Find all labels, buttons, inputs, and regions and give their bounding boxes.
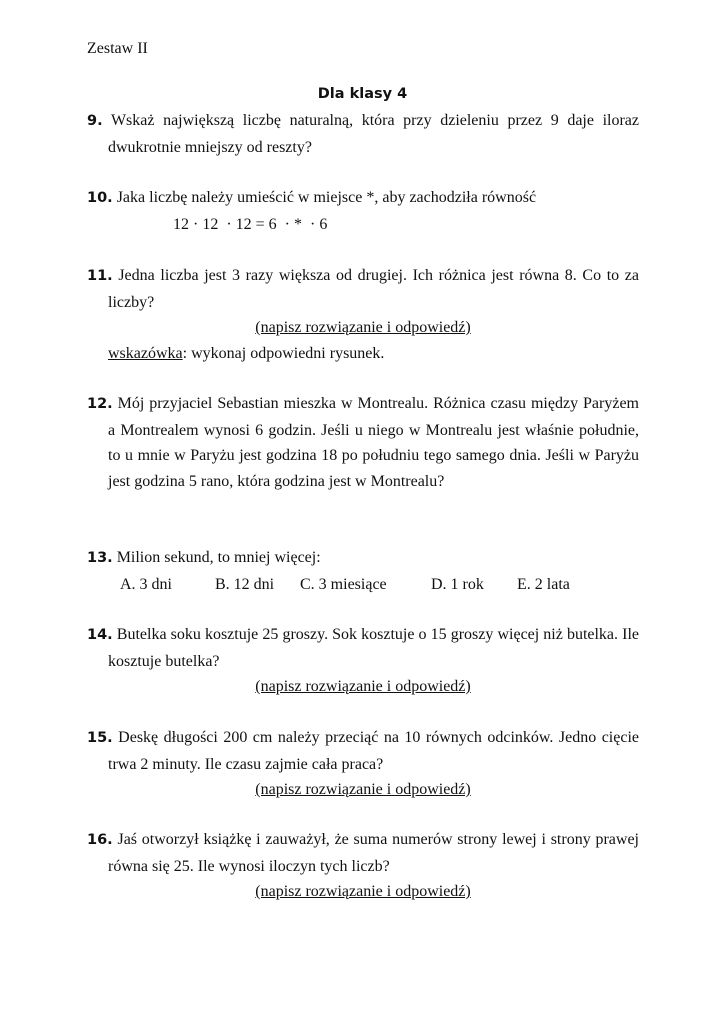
set-header: Zestaw II — [87, 40, 148, 57]
problem-text: Butelka soku kosztuje 25 groszy. Sok kosztuje o 15 groszy więcej niż butelka. Ile kosztuje butelka? — [108, 626, 639, 670]
page-title: Dla klasy 4 — [317, 86, 408, 102]
problem-11 — [87, 263, 639, 366]
option-c: C. 3 miesiące — [300, 575, 387, 593]
option-b: B. 12 dni — [215, 575, 275, 593]
answer-note: (napisz rozwiązanie i odpowiedź) — [255, 781, 471, 799]
problem-text: Deskę długości 200 cm należy przeciąć na 10 równych odcinków. Jedno cięcie trwa 2 minuty. Ile czasu zajmie cała praca? — [108, 729, 639, 773]
problem-text: Milion sekund, to mniej więcej: — [116, 549, 321, 566]
problem-15 — [87, 725, 639, 803]
answer-note: (napisz rozwiązanie i odpowiedź) — [255, 883, 471, 901]
hint-text: : wykonaj odpowiedni rysunek. — [182, 344, 385, 362]
problem-number: 10. — [87, 190, 113, 206]
problem-9 — [87, 108, 639, 160]
problem-number: 15. — [87, 730, 113, 746]
problem-text: Wskaż największą liczbę naturalną, która przy dzieleniu przez 9 daje iloraz dwukrotnie mniejszy od reszty? — [108, 112, 639, 156]
problem-number: 16. — [87, 832, 113, 848]
answer-note: (napisz rozwiązanie i odpowiedź) — [255, 678, 471, 696]
problem-text: Mój przyjaciel Sebastian mieszka w Montrealu. Różnica czasu między Paryżem a Montrealem wynosi 6 godzin. Jeśli u niego w Montrealu jest właśnie południe, to u mnie w Paryżu jest godzina 18 po południu tego samego dnia. Jeśli w Paryżu jest godzina 5 rano, która godzina jest w Montrealu? — [108, 395, 640, 490]
problem-14 — [87, 622, 639, 700]
problem-number: 13. — [87, 550, 113, 566]
problem-10 — [87, 185, 639, 237]
hint-label: wskazówka — [108, 344, 183, 362]
option-d: D. 1 rok — [431, 575, 484, 593]
option-a: A. 3 dni — [120, 575, 172, 593]
problem-16 — [87, 827, 639, 905]
answer-options — [87, 572, 639, 598]
problem-text: Jaka liczbę należy umieścić w miejsce *, aby zachodziła równość — [116, 189, 537, 206]
option-e: E. 2 lata — [517, 575, 570, 593]
problem-12 — [87, 391, 639, 494]
problem-13 — [87, 545, 639, 597]
answer-note: (napisz rozwiązanie i odpowiedź) — [255, 319, 471, 337]
problem-number: 11. — [87, 268, 113, 284]
problem-text: Jedna liczba jest 3 razy większa od drugiej. Ich różnica jest równa 8. Co to za liczby? — [108, 267, 640, 311]
problem-number: 9. — [87, 113, 103, 129]
problem-text: Jaś otworzył książkę i zauważył, że suma numerów strony lewej i strony prawej równa się 25. Ile wynosi iloczyn tych liczb? — [108, 831, 640, 875]
problem-number: 12. — [87, 396, 113, 412]
equation: 12 · 12 · 12 = 6 · * · 6 — [173, 215, 328, 233]
problem-number: 14. — [87, 627, 113, 643]
